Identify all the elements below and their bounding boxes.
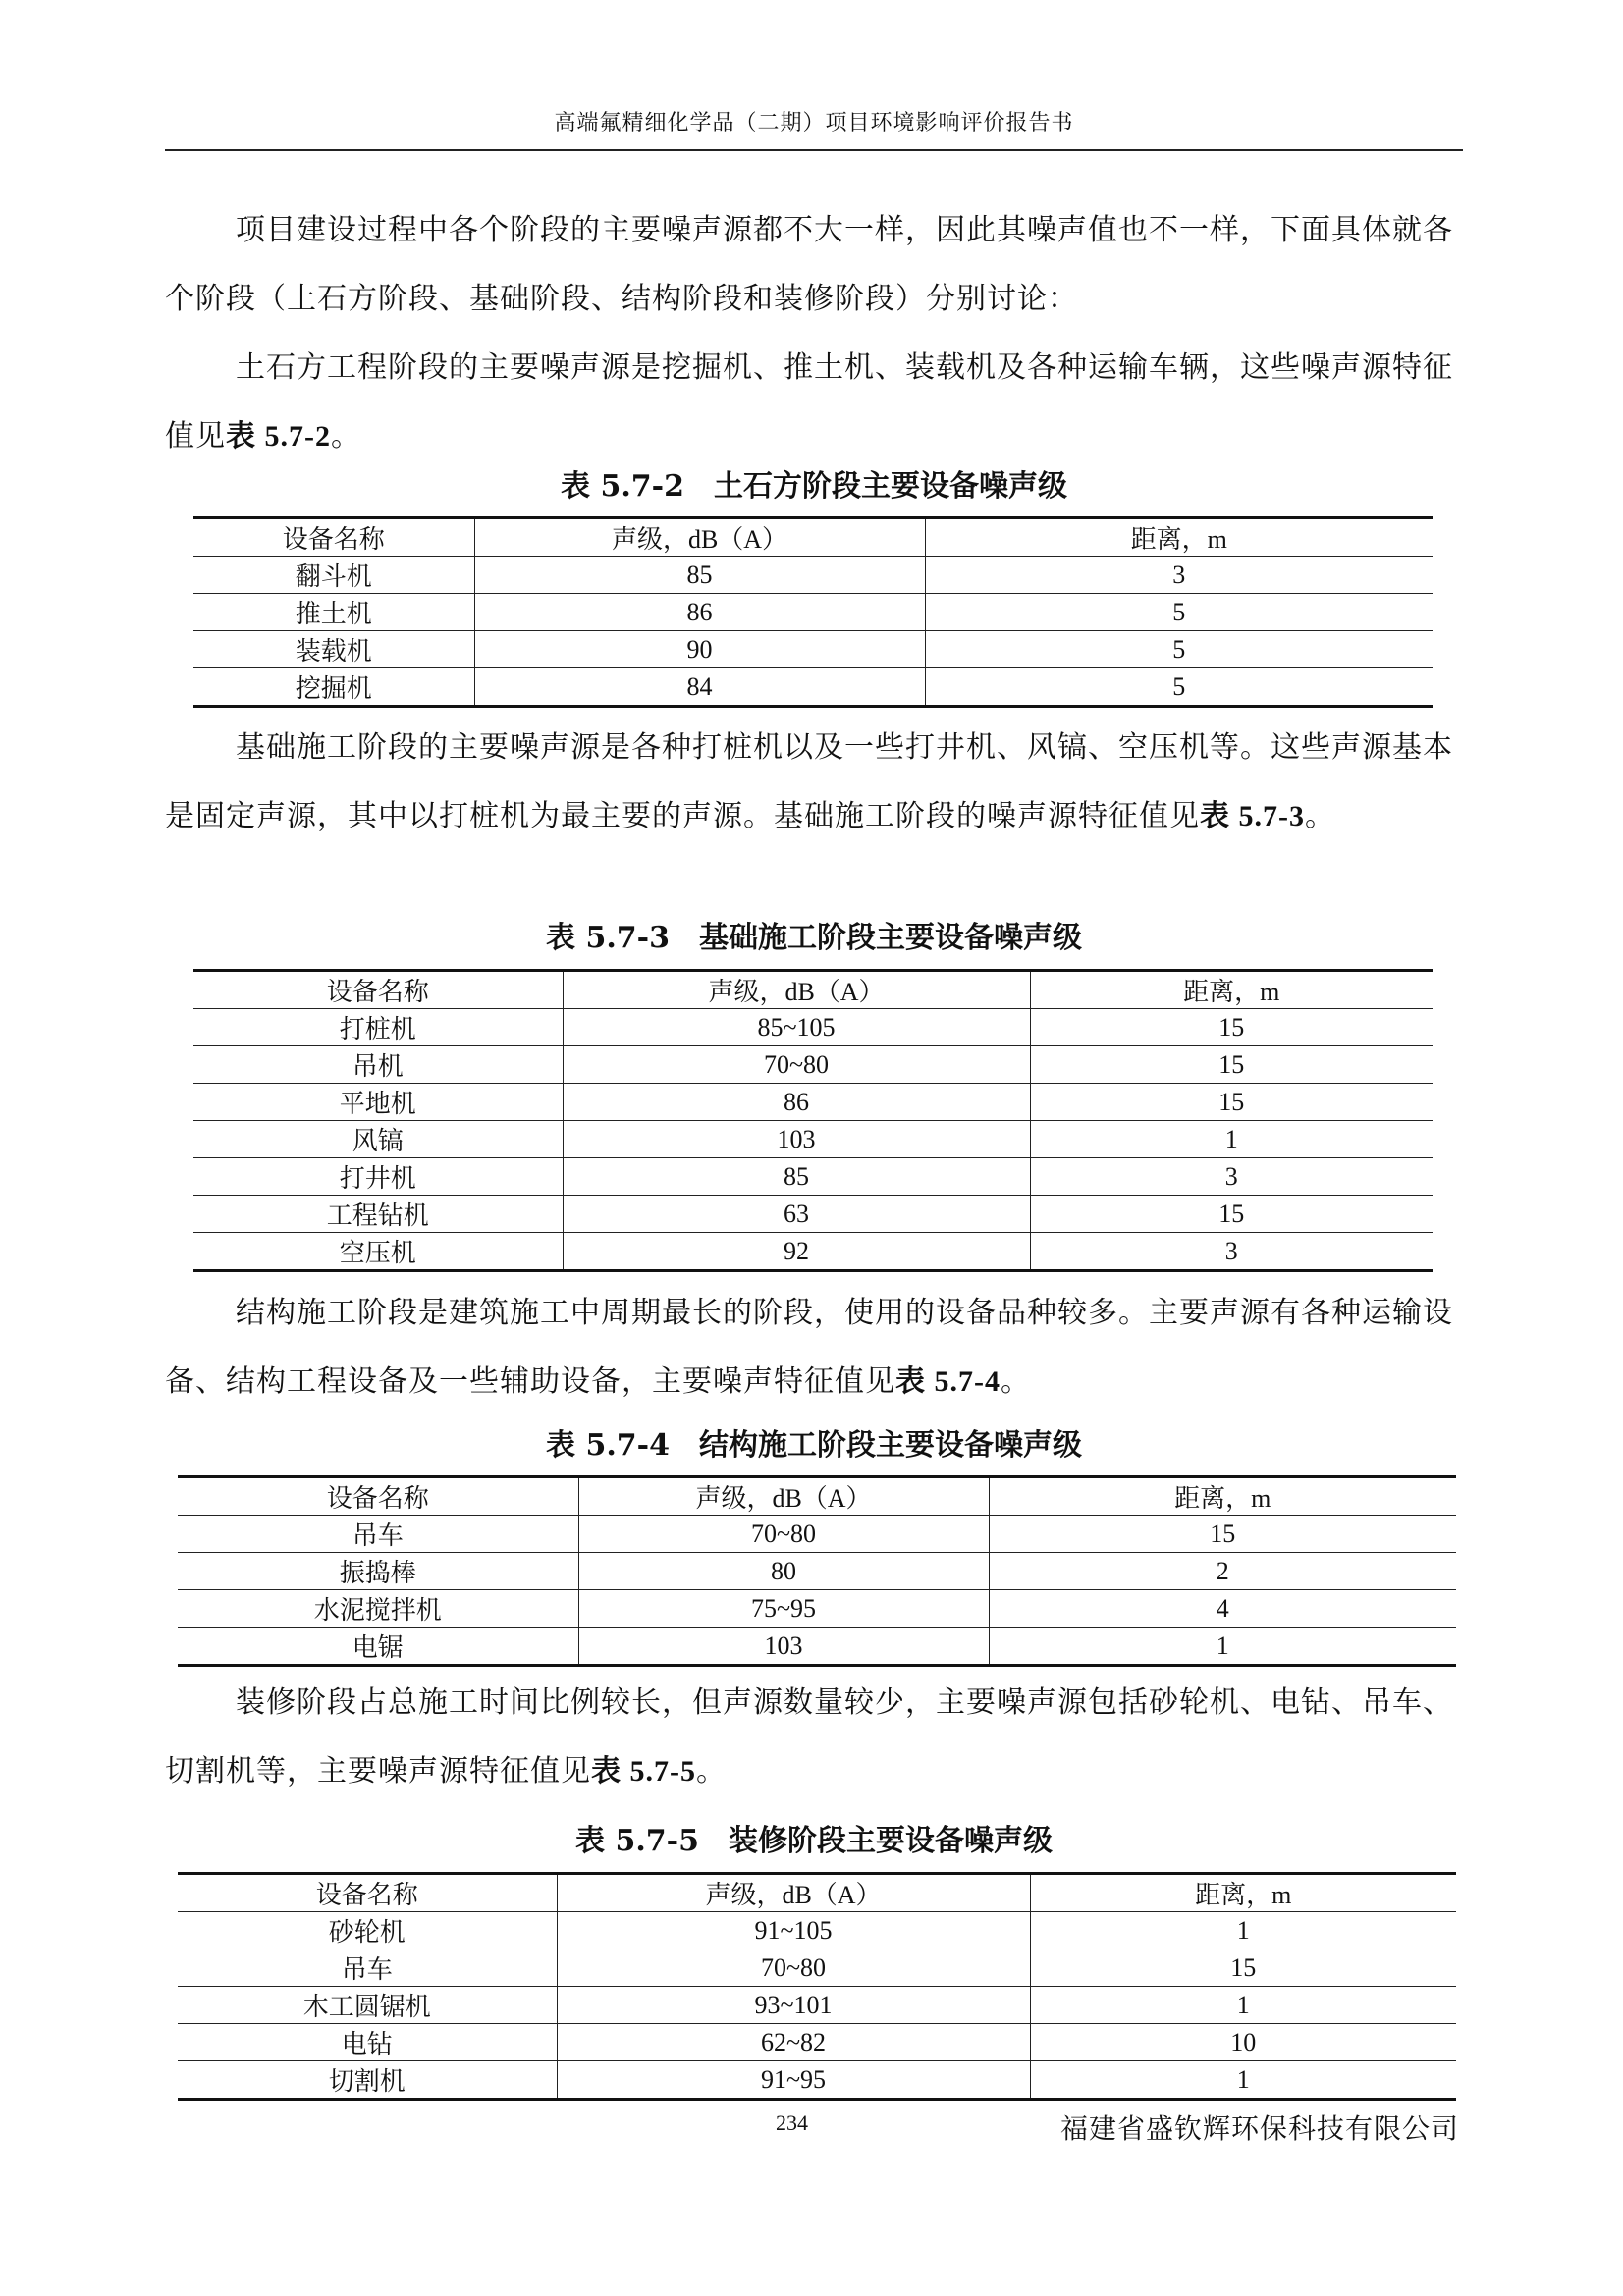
table-cell: 1 — [1030, 1912, 1456, 1949]
table-row — [178, 1553, 1456, 1590]
table-caption: 表 5.7-3 基础施工阶段主要设备噪声级 — [546, 921, 1082, 955]
paragraph-foundation — [165, 714, 1463, 851]
paragraph-decoration — [165, 1669, 1463, 1806]
table-cell: 切割机 — [178, 2061, 557, 2100]
table-caption: 表 5.7-5 装修阶段主要设备噪声级 — [575, 1824, 1053, 1858]
table-caption: 表 5.7-4 结构施工阶段主要设备噪声级 — [546, 1428, 1082, 1463]
table-row — [193, 668, 1433, 707]
table-row — [193, 594, 1433, 631]
table-row — [178, 1949, 1456, 1987]
column-header: 设备名称 — [193, 518, 474, 557]
paragraph-text: 土石方工程阶段的主要噪声源是挖掘机、推土机、装载机及各种运输车辆，这些噪声源特征值见 — [165, 350, 1453, 454]
company-name: 福建省盛钦辉环保科技有限公司 — [1060, 2112, 1460, 2145]
noise-table-5-7-2 — [193, 516, 1433, 708]
table-cell: 振捣棒 — [178, 1553, 578, 1590]
table-cell: 103 — [578, 1628, 989, 1666]
table-cell: 84 — [474, 668, 925, 707]
table-row — [193, 557, 1433, 594]
table-cell: 85 — [474, 557, 925, 594]
table-cell: 空压机 — [193, 1233, 563, 1271]
table-cell: 木工圆锯机 — [178, 1987, 557, 2024]
table-cell: 15 — [1030, 1009, 1433, 1046]
table-cell: 吊机 — [193, 1046, 563, 1084]
table-cell: 86 — [474, 594, 925, 631]
table-row — [178, 1987, 1456, 2024]
table-cell: 5 — [925, 594, 1433, 631]
table-cell: 1 — [989, 1628, 1456, 1666]
table-cell: 86 — [563, 1084, 1030, 1121]
table-cell: 15 — [1030, 1046, 1433, 1084]
paragraph-text: 基础施工阶段的主要噪声源是各种打桩机以及一些打井机、风镐、空压机等。这些声源基本是固定声源，其中以打桩机为最主要的声源。基础施工阶段的噪声源特征值见 — [165, 730, 1453, 833]
paragraph-text: 结构施工阶段是建筑施工中周期最长的阶段，使用的设备品种较多。主要声源有各种运输设备、结构工程设备及一些辅助设备，主要噪声特征值见 — [165, 1296, 1453, 1399]
table-cell: 70~80 — [578, 1516, 989, 1553]
table-reference: 表 5.7-5 — [591, 1755, 696, 1788]
column-header: 距离，m — [989, 1477, 1456, 1516]
table-row — [178, 2024, 1456, 2061]
table-cell: 92 — [563, 1233, 1030, 1271]
table-cell: 70~80 — [563, 1046, 1030, 1084]
page-number: 234 — [776, 2110, 808, 2135]
table-cell: 电钻 — [178, 2024, 557, 2061]
table-cell: 103 — [563, 1121, 1030, 1158]
table-row — [178, 1912, 1456, 1949]
running-header: 高端氟精细化学品（二期）项目环境影响评价报告书 — [554, 111, 1074, 135]
table-row — [178, 1516, 1456, 1553]
table-cell: 15 — [989, 1516, 1456, 1553]
paragraph-end: 。 — [1001, 1364, 1031, 1399]
column-header: 设备名称 — [178, 1477, 578, 1516]
table-cell: 打桩机 — [193, 1009, 563, 1046]
table-row — [178, 2061, 1456, 2100]
column-header: 设备名称 — [178, 1874, 557, 1912]
table-cell: 15 — [1030, 1949, 1456, 1987]
header-rule — [165, 149, 1463, 151]
table-cell: 电锯 — [178, 1628, 578, 1666]
table-cell: 挖掘机 — [193, 668, 474, 707]
table-cell: 93~101 — [557, 1987, 1030, 2024]
noise-table-5-7-4 — [178, 1475, 1456, 1667]
table-reference: 表 5.7-2 — [226, 420, 331, 453]
table-reference: 表 5.7-3 — [1200, 800, 1305, 832]
table-cell: 75~95 — [578, 1590, 989, 1628]
table-row — [193, 1233, 1433, 1271]
table-cell: 85~105 — [563, 1009, 1030, 1046]
table-row — [193, 1121, 1433, 1158]
table-row — [193, 1084, 1433, 1121]
table-row — [178, 1590, 1456, 1628]
noise-table-5-7-5 — [178, 1872, 1456, 2101]
table-cell: 70~80 — [557, 1949, 1030, 1987]
column-header: 声级，dB（A） — [563, 971, 1030, 1009]
table-cell: 1 — [1030, 1121, 1433, 1158]
table-cell: 2 — [989, 1553, 1456, 1590]
table-cell: 15 — [1030, 1084, 1433, 1121]
table-cell: 1 — [1030, 2061, 1456, 2100]
paragraph-end: 。 — [331, 419, 361, 454]
column-header: 距离，m — [1030, 971, 1433, 1009]
paragraph-end: 。 — [1305, 799, 1335, 833]
column-header: 声级，dB（A） — [557, 1874, 1030, 1912]
paragraph-structure — [165, 1279, 1463, 1416]
table-cell: 15 — [1030, 1196, 1433, 1233]
table-cell: 吊车 — [178, 1516, 578, 1553]
table-cell: 10 — [1030, 2024, 1456, 2061]
table-cell: 打井机 — [193, 1158, 563, 1196]
table-cell: 90 — [474, 631, 925, 668]
table-cell: 62~82 — [557, 2024, 1030, 2061]
table-row — [193, 631, 1433, 668]
table-cell: 91~95 — [557, 2061, 1030, 2100]
paragraph-earthwork — [165, 334, 1463, 471]
table-cell: 4 — [989, 1590, 1456, 1628]
table-cell: 3 — [1030, 1233, 1433, 1271]
paragraph-intro: 项目建设过程中各个阶段的主要噪声源都不大一样，因此其噪声值也不一样，下面具体就各个阶段（土石方阶段、基础阶段、结构阶段和装修阶段）分别讨论： — [165, 213, 1453, 316]
noise-table-5-7-3 — [193, 969, 1433, 1272]
table-row — [193, 1009, 1433, 1046]
table-cell: 水泥搅拌机 — [178, 1590, 578, 1628]
column-header: 声级，dB（A） — [578, 1477, 989, 1516]
table-cell: 装载机 — [193, 631, 474, 668]
column-header: 距离，m — [925, 518, 1433, 557]
table-row — [193, 1196, 1433, 1233]
column-header: 距离，m — [1030, 1874, 1456, 1912]
table-row — [193, 1158, 1433, 1196]
table-cell: 翻斗机 — [193, 557, 474, 594]
paragraph-text: 装修阶段占总施工时间比例较长，但声源数量较少，主要噪声源包括砂轮机、电钻、吊车、切割机等，主要噪声源特征值见 — [165, 1685, 1453, 1789]
table-cell: 3 — [1030, 1158, 1433, 1196]
table-cell: 5 — [925, 631, 1433, 668]
table-cell: 85 — [563, 1158, 1030, 1196]
table-cell: 吊车 — [178, 1949, 557, 1987]
table-caption: 表 5.7-2 土石方阶段主要设备噪声级 — [561, 469, 1067, 504]
column-header: 声级，dB（A） — [474, 518, 925, 557]
table-cell: 80 — [578, 1553, 989, 1590]
table-cell: 砂轮机 — [178, 1912, 557, 1949]
table-cell: 91~105 — [557, 1912, 1030, 1949]
table-cell: 3 — [925, 557, 1433, 594]
table-cell: 5 — [925, 668, 1433, 707]
table-row — [178, 1628, 1456, 1666]
table-row — [193, 1046, 1433, 1084]
table-cell: 平地机 — [193, 1084, 563, 1121]
table-cell: 推土机 — [193, 594, 474, 631]
column-header: 设备名称 — [193, 971, 563, 1009]
table-cell: 63 — [563, 1196, 1030, 1233]
paragraph-end: 。 — [696, 1754, 727, 1789]
table-cell: 工程钻机 — [193, 1196, 563, 1233]
table-cell: 1 — [1030, 1987, 1456, 2024]
table-cell: 风镐 — [193, 1121, 563, 1158]
table-reference: 表 5.7-4 — [895, 1365, 1001, 1398]
